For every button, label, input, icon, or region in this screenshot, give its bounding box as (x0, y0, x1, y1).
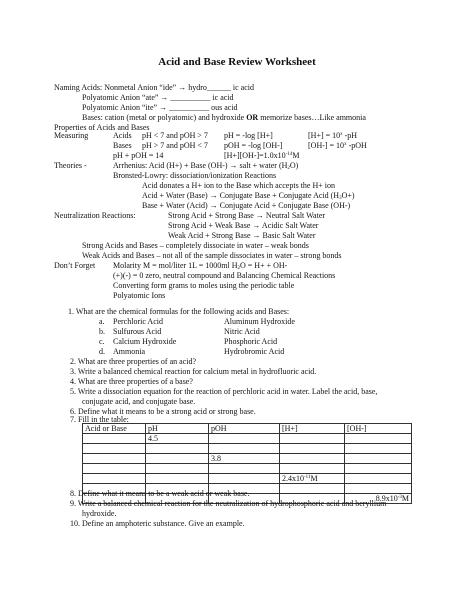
table-spacer-row (83, 464, 412, 474)
molarity-a: Molarity M = mol/liter 1L = 1000ml H (113, 261, 238, 270)
arrhenius-line (113, 161, 298, 171)
table-cell-ph: 4.5 (146, 434, 209, 444)
table-row (83, 474, 412, 484)
polyatomic-ate-line: Polyatomic Anion “ate” → __________ ic acid (82, 93, 234, 102)
h-eq-tail: -pH (342, 131, 358, 140)
arrhenius-a: Arrhenius: Acid (H+) + Base (OH-) → salt + water (H (113, 161, 288, 170)
question-6: 6. Define what it means to be a strong acid or strong base. (70, 407, 256, 416)
table-cell[interactable] (146, 474, 209, 484)
neutralization-r2: Strong Acid + Weak Base → Acidic Salt Water (168, 221, 319, 230)
table-spacer-row (83, 444, 412, 454)
q1-item-left: Sulfurous Acid (113, 327, 162, 336)
oh-value: 8.9x10 (375, 494, 398, 503)
table-cell[interactable] (209, 474, 280, 484)
table-cell[interactable] (83, 434, 146, 444)
table-cell-poh: 3.8 (209, 454, 280, 464)
question-8: 8. Define what it means to be a weak acid or weak base. (70, 489, 250, 498)
table-cell[interactable] (209, 434, 280, 444)
bases-range: pH > 7 and pOH < 7 (142, 141, 208, 150)
acids-range: pH < 7 and pOH > 7 (142, 131, 208, 140)
acid-water-sub: 3 (339, 196, 342, 201)
q1-item-letter: c. (99, 337, 105, 346)
arrhenius-b: O) (289, 161, 299, 170)
q1-item-left: Calcium Hydroxide (113, 337, 177, 346)
table-header-row (83, 424, 412, 434)
bases-or: OR (246, 113, 259, 122)
h-eq-base: [H+] = 10 (308, 131, 341, 140)
question-1: 1. What are the chemical formulas for the following acids and Bases: (68, 307, 290, 316)
kw-unit: M (292, 151, 300, 160)
table-cell[interactable] (83, 474, 146, 484)
strong-acids-line: Strong Acids and Bases – completely dissociate in water – weak bonds (82, 241, 309, 250)
table-row (83, 454, 412, 464)
neutralization-label: Neutralization Reactions: (54, 211, 136, 220)
molarity-line (113, 261, 287, 271)
table-cell-h (280, 474, 345, 484)
bases-label: Bases (113, 141, 132, 150)
polyatomic-ite-line: Polyatomic Anion “ite” → __________ ous acid (82, 103, 238, 112)
kw-base: [H+][OH-]=1.0x10 (224, 151, 286, 160)
properties-heading: Properties of Acids and Bases (54, 123, 150, 132)
question-5-cont: conjugate acid, and conjugate base. (82, 397, 196, 406)
table-cell[interactable] (345, 454, 412, 464)
kw-exp: -14 (285, 152, 293, 157)
oh-eq-exp: x (344, 142, 347, 147)
poh-equation: pOH = -log [OH-] (224, 141, 283, 150)
table-cell[interactable] (280, 434, 345, 444)
oh-eq-base: [OH-] = 10 (308, 141, 345, 150)
weak-acids-line: Weak Acids and Bases – not all of the sample dissociates in water – strong bonds (82, 251, 342, 260)
naming-acids-line: Naming Acids: Nonmetal Anion “ide” → hydro______ ic acid (54, 83, 254, 92)
table-row (83, 434, 412, 444)
polyatomic-ions-line: Polyatomic Ions (113, 291, 166, 300)
table-cell[interactable] (345, 434, 412, 444)
table-header-cell: [H+] (280, 424, 345, 434)
table-header-cell: pH (146, 424, 209, 434)
question-9-cont: hydroxide. (82, 509, 117, 518)
table-header-cell: Acid or Base (83, 424, 146, 434)
measuring-label: Measuring (54, 131, 89, 140)
base-water-line: Base + Water (Acid) → Conjugate Acid + Conjugate Base (OH-) (142, 201, 351, 210)
h-unit: M (310, 474, 318, 483)
question-2: 2. What are three properties of an acid? (70, 357, 197, 366)
h-value: 2.4x10 (282, 474, 304, 483)
converting-line: Converting form grams to moles using the periodic table (113, 281, 295, 290)
q1-item-right: Hydrobromic Acid (224, 347, 285, 356)
q1-item-letter: d. (99, 347, 105, 356)
acid-water-line (142, 191, 355, 201)
neutralization-r3: Weak Acid + Strong Base → Basic Salt Water (168, 231, 316, 240)
bases-text-a: Bases: cation (metal or polyatomic) and hydroxide (82, 113, 247, 122)
question-10: 10. Define an amphoteric substance. Give an example. (70, 519, 245, 528)
acids-label: Acids (113, 131, 132, 140)
h-equation (308, 131, 357, 141)
zero-charge-line: (+)(-) = 0 zero, neutral compound and Balancing Chemical Reactions (113, 271, 336, 280)
molarity-sub: 2 (237, 266, 240, 271)
q1-item-right: Aluminum Hydroxide (224, 317, 295, 326)
arrhenius-sub: 2 (287, 166, 290, 171)
donates-line: Acid donates a H+ ion to the Base which accepts the H+ ion (142, 181, 335, 190)
oh-unit: M (401, 494, 409, 503)
page-title: Acid and Base Review Worksheet (158, 56, 316, 68)
question-9: 9. Write a balanced chemical reaction for the neutralization of hydrophosphoric acid and beryllium (70, 499, 387, 508)
q1-item-left: Ammonia (113, 347, 145, 356)
ph-poh-sum: pH + pOH = 14 (113, 151, 164, 160)
kw-equation (224, 151, 299, 161)
theories-label: Theories - (54, 161, 87, 170)
molarity-b: O = H+ + OH- (240, 261, 288, 270)
oh-equation (308, 141, 367, 151)
dont-forget-label: Don’t Forget (54, 261, 96, 270)
table-header-cell: [OH-] (345, 424, 412, 434)
q1-item-right: Phosphoric Acid (224, 337, 278, 346)
oh-exp: -3 (397, 495, 402, 500)
bases-text-b: memorize bases…Like ammonia (258, 113, 366, 122)
table-cell[interactable] (146, 454, 209, 464)
question-5: 5. Write a dissociation equation for the reaction of perchloric acid in water. Label the acid, base, (70, 387, 378, 396)
q1-item-left: Perchloric Acid (113, 317, 163, 326)
table-header-cell: pOH (209, 424, 280, 434)
table-cell[interactable] (280, 454, 345, 464)
acid-water-a: Acid + Water (Base) → Conjugate Base + Conjugate Acid (H (142, 191, 340, 200)
h-eq-exp: x (340, 132, 343, 137)
oh-eq-tail: -pOH (346, 141, 367, 150)
bases-naming-line (82, 113, 366, 123)
table-cell[interactable] (345, 474, 412, 484)
q1-item-letter: a. (99, 317, 105, 326)
question-3: 3. Write a balanced chemical reaction for calcium metal in hydrofluoric acid. (70, 367, 317, 376)
q1-item-right: Nitric Acid (224, 327, 260, 336)
neutralization-r1: Strong Acid + Strong Base → Neutral Salt Water (168, 211, 326, 220)
question-7: 7. Fill in the table: (70, 415, 129, 424)
table-cell[interactable] (83, 454, 146, 464)
ph-equation: pH = -log [H+] (224, 131, 273, 140)
question-4: 4. What are three properties of a base? (70, 377, 193, 386)
q1-item-letter: b. (99, 327, 105, 336)
bronsted-line: Bronsted-Lowry: dissociation/ionization Reactions (113, 171, 277, 180)
h-exp: -11 (304, 475, 311, 480)
acid-water-b: O+) (341, 191, 355, 200)
